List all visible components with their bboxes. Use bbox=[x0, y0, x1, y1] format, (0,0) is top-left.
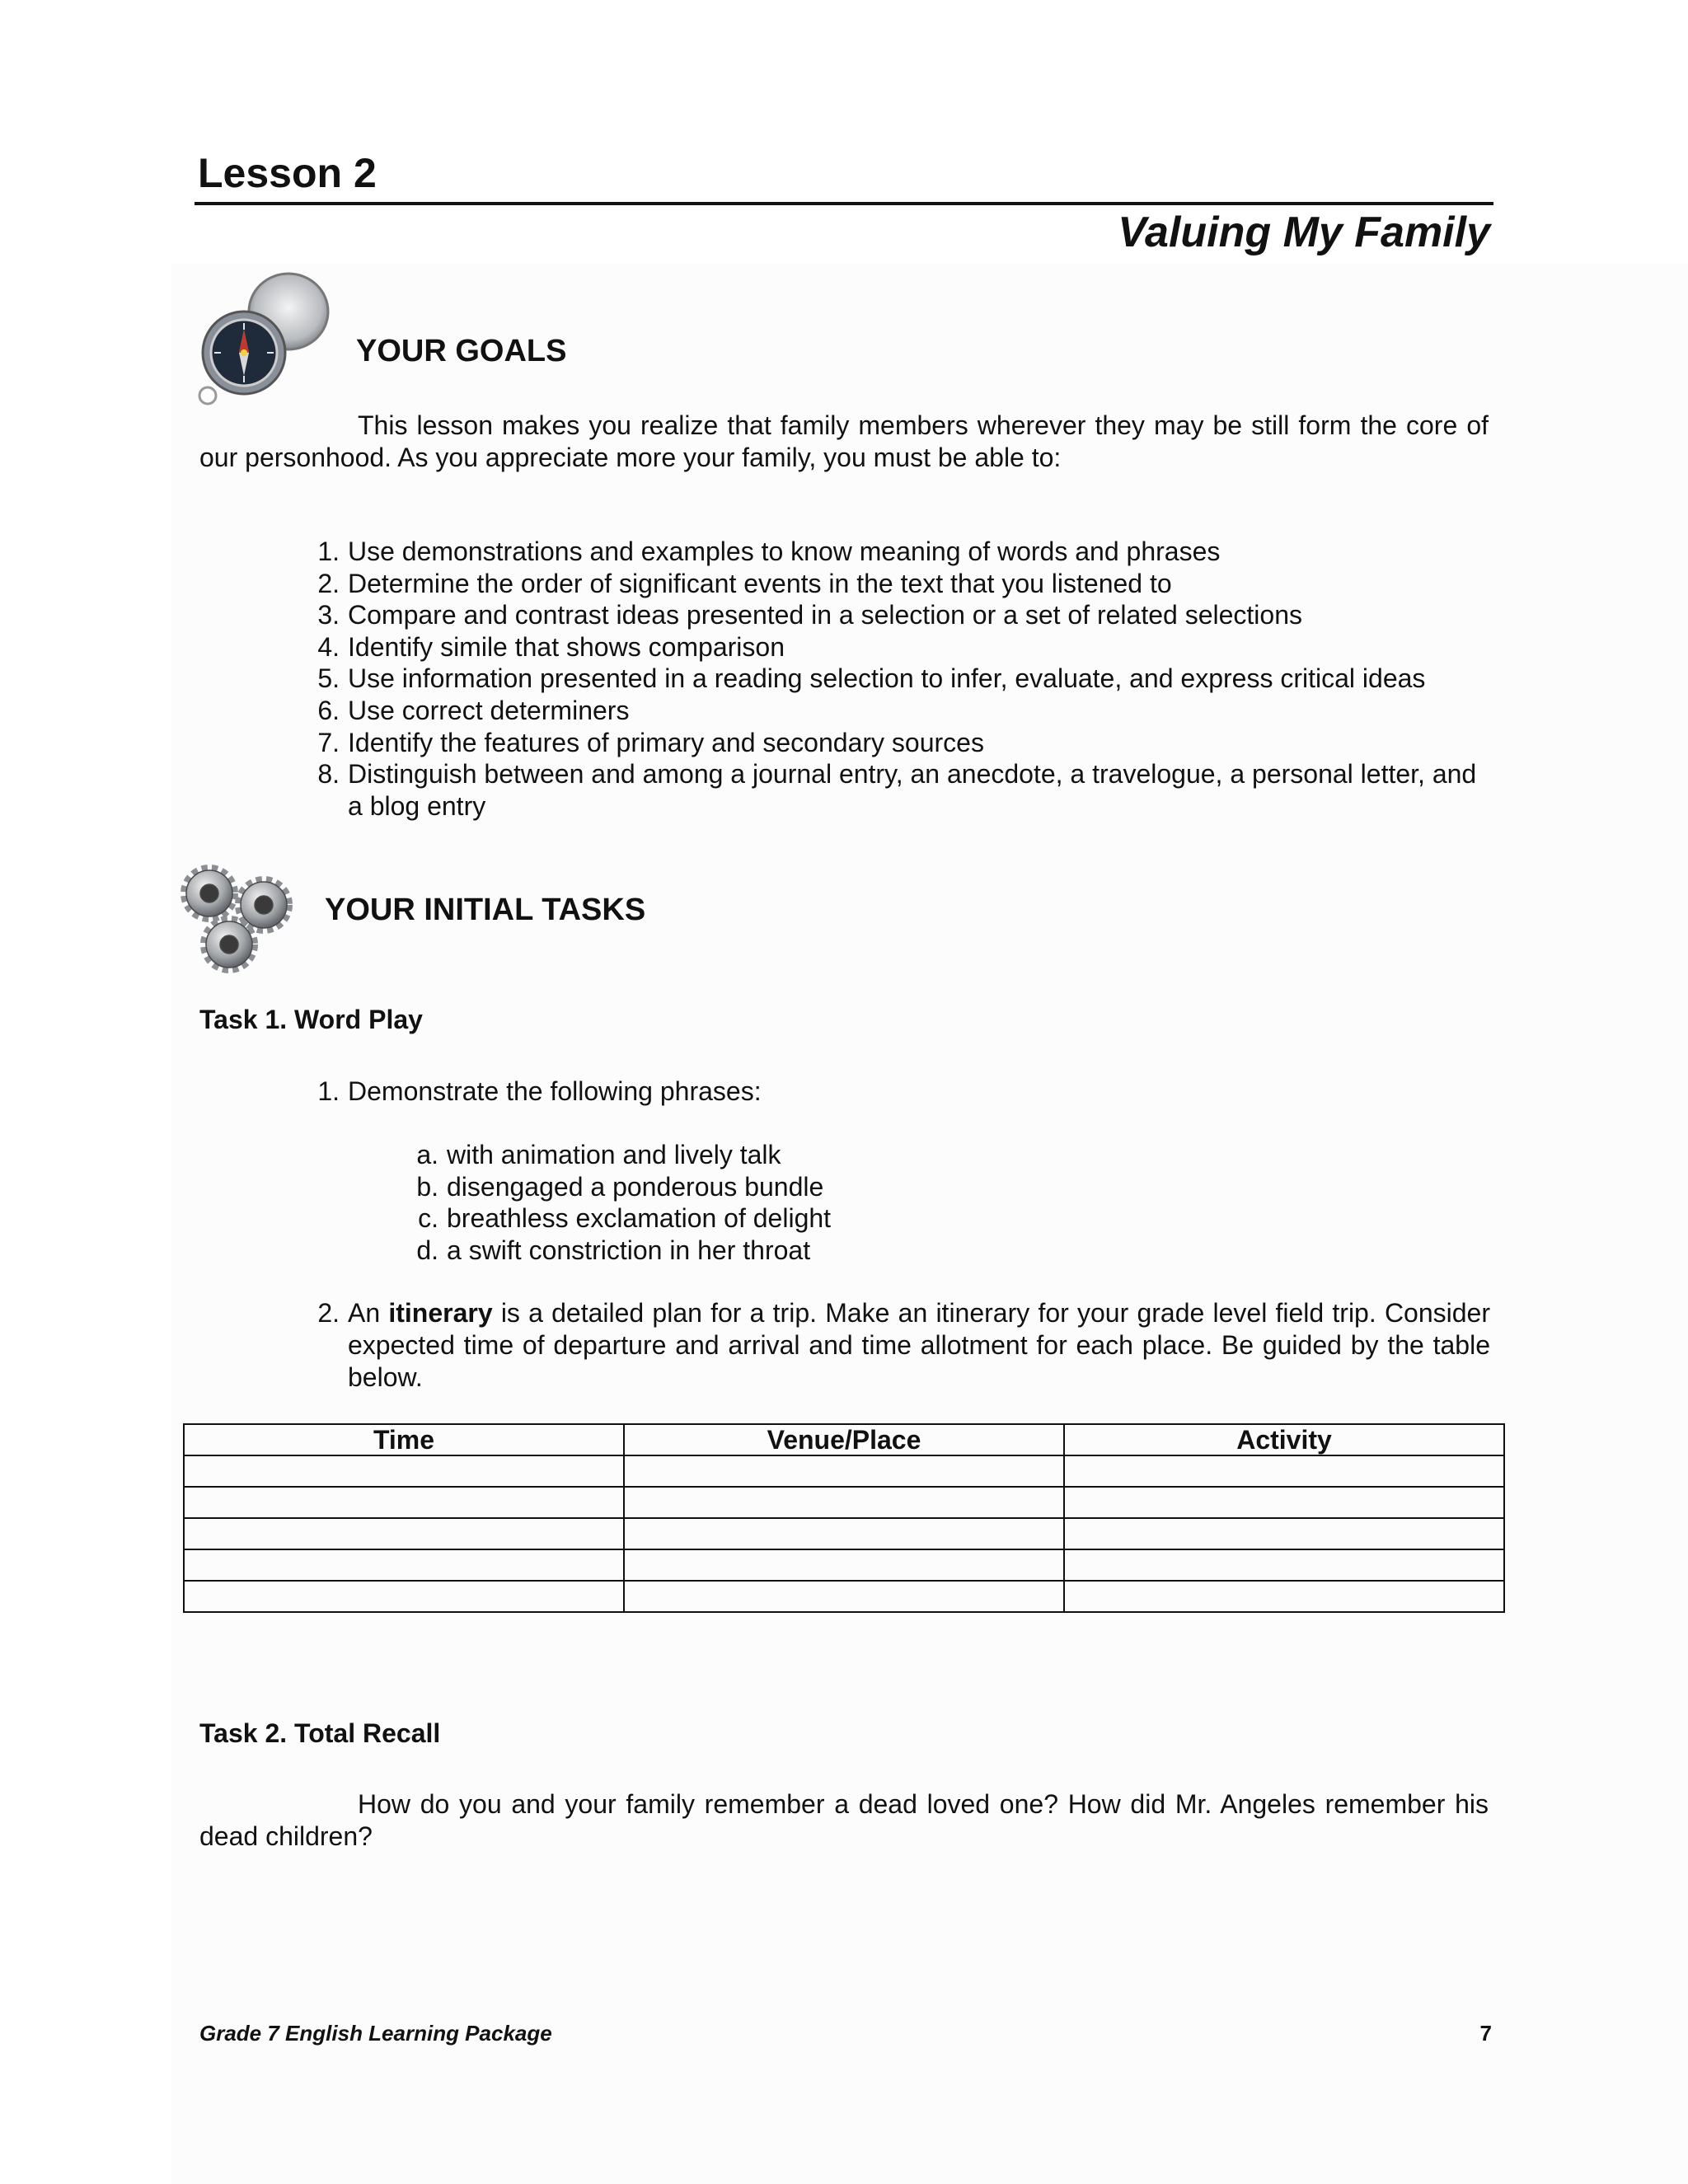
tasks-heading: YOUR INITIAL TASKS bbox=[325, 893, 646, 927]
lesson-number: Lesson 2 bbox=[198, 150, 377, 196]
table-cell bbox=[1064, 1549, 1504, 1581]
header-venue: Venue/Place bbox=[624, 1424, 1064, 1455]
list-item: a. with animation and lively talk bbox=[416, 1140, 781, 1169]
list-item: 7. Identify the features of primary and secondary sources bbox=[317, 727, 984, 757]
compass-icon bbox=[196, 270, 336, 415]
table-cell bbox=[1064, 1581, 1504, 1612]
table-cell bbox=[184, 1581, 624, 1612]
table-row bbox=[184, 1518, 1504, 1549]
list-item: d. a swift constriction in her throat bbox=[416, 1235, 811, 1265]
phrase-list bbox=[416, 1139, 1436, 1266]
table-cell bbox=[624, 1455, 1064, 1487]
header-activity: Activity bbox=[1064, 1424, 1504, 1455]
task2-title: Task 2. Total Recall bbox=[199, 1718, 441, 1748]
table-cell bbox=[1064, 1518, 1504, 1549]
table-row bbox=[184, 1455, 1504, 1487]
list-item: 2. Determine the order of significant events in the text that you listened to bbox=[317, 568, 1172, 598]
task1-item2-number: 2. bbox=[317, 1298, 340, 1328]
goals-heading: YOUR GOALS bbox=[356, 334, 567, 368]
task1-title: Task 1. Word Play bbox=[199, 1005, 423, 1034]
table-cell bbox=[1064, 1455, 1504, 1487]
list-item: 8. Distinguish between and among a journal entry, an anecdote, a travelogue, a personal letter, and a blog entry bbox=[317, 759, 1477, 821]
gears-icon bbox=[175, 860, 298, 976]
table-cell bbox=[624, 1581, 1064, 1612]
table-row bbox=[184, 1581, 1504, 1612]
page-number: 7 bbox=[1479, 2021, 1492, 2046]
table-cell bbox=[184, 1549, 624, 1581]
table-cell bbox=[624, 1549, 1064, 1581]
header-time: Time bbox=[184, 1424, 624, 1455]
task1-item1-text: Demonstrate the following phrases: bbox=[348, 1076, 762, 1106]
itinerary-table bbox=[183, 1423, 1505, 1613]
list-item: 4. Identify simile that shows comparison bbox=[317, 631, 785, 662]
goals-list bbox=[317, 536, 1490, 822]
table-cell bbox=[184, 1518, 624, 1549]
table-cell bbox=[184, 1455, 624, 1487]
list-item: 5. Use information presented in a reading selection to infer, evaluate, and express critical ideas bbox=[317, 663, 1426, 694]
task1-item2-text: An itinerary is a detailed plan for a trip. Make an itinerary for your grade level field trip. Consider expected time of departure and arrival and time allotment for each place. Be guided by the table below. bbox=[348, 1298, 1491, 1392]
table-cell bbox=[1064, 1487, 1504, 1518]
table-cell bbox=[624, 1487, 1064, 1518]
table-row bbox=[184, 1549, 1504, 1581]
table-cell bbox=[184, 1487, 624, 1518]
task1-item1-number: 1. bbox=[317, 1076, 340, 1106]
list-item: 1. Use demonstrations and examples to know meaning of words and phrases bbox=[317, 537, 1221, 566]
footer-title: Grade 7 English Learning Package bbox=[199, 2021, 552, 2046]
table-cell bbox=[624, 1518, 1064, 1549]
lesson-title: Valuing My Family bbox=[1118, 209, 1490, 256]
list-item: c. breathless exclamation of delight bbox=[418, 1203, 832, 1234]
list-item: 6. Use correct determiners bbox=[317, 695, 630, 725]
goals-intro: This lesson makes you realize that family members wherever they may be still form the core of our personhood. As you appreciate more your family, you must be able to: bbox=[199, 410, 1489, 472]
table-row bbox=[184, 1487, 1504, 1518]
list-item: 3. Compare and contrast ideas presented in a selection or a set of related selections bbox=[317, 600, 1302, 630]
table-header-row bbox=[184, 1424, 1504, 1455]
header-rule bbox=[195, 202, 1493, 205]
task2-text: How do you and your family remember a dead loved one? How did Mr. Angeles remember his dead children? bbox=[199, 1789, 1489, 1851]
list-item: b. disengaged a ponderous bundle bbox=[416, 1171, 824, 1202]
